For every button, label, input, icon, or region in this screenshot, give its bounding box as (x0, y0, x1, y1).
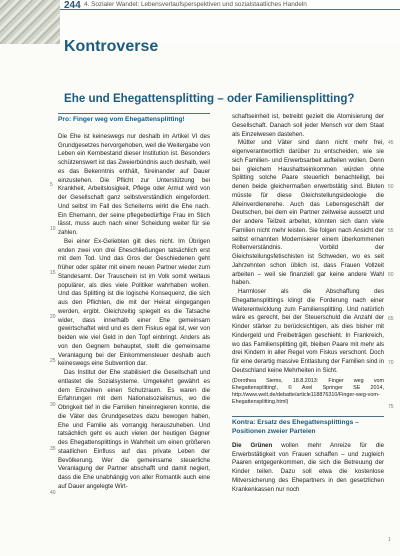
line-number: 45 (388, 140, 394, 146)
right-column (232, 113, 384, 494)
line-number: 1 (388, 537, 391, 543)
contra-heading (232, 419, 384, 437)
line-number: 50 (388, 184, 394, 190)
running-title: 4. Sozialer Wandel: Lebensverlaufsperspektiven und sozialstaatliches Handeln (84, 1, 307, 8)
pro-paragraph-5: Mütter und Väter sind dann nicht mehr frei, eigenverantwortlich darüber zu entscheiden, wie sie sich Familien- und Erwerbsarbeit aufteilen wollen. Denn bei gleichem Haushaltseinkommen würden ohne Splitting solche Paare steuerlich benachteiligt, bei denen beide gleichermaßen erwerbstätig sind. Bluten müsste für diese Gleichstellungsideologie die Alleinverdienerehe. Auch das Lebensgeschäft der Deutschen, bei dem ein Partner zeitweise aussetzt und der andere Teilzeit arbeitet, könnten sich dann viele Familien nicht mehr leisten. Sie folgen nach Ansicht der selbst ernannten Modernisierer einem überkommenen Rollenverständnis. Vorbild der Gleichstellungsfetischisten ist Schweden, wo es seit Jahrzehnten schon üblich ist, dass Frauen Vollzeit arbeiten – weil sie finanziell gar keine andere Wahl haben. (232, 139, 384, 287)
pro-paragraph-2: Bei einer Ex-Geliebten gilt dies nicht. Im Übrigen enden zwei von drei Eheschließungen tatsächlich erst mit dem Tod. Und das Gros der Geschiedenen geht früher oder später mit einem neuen Partner wieder zum Standesamt. Der Trauschein ist im Volk somit weitaus populärer, als dies viele Politiker wahrhaben wollen. Und das Splitting ist die logische Konsequenz, die sich aus den Pflichten, die mit der Heirat eingegangen werden, ergibt. Gleichzeitig spiegelt es die Tatsache wider, dass innerhalb einer Ehe gemeinsam gewirtschaftet wird und es dem Fiskus egal ist, wer von beiden wie viel Geld in den Topf einbringt. Anders als von den Gegnern behauptet, stellt die gemeinsame Veranlagung bei der Einkommensteuer deshalb auch keineswegs eine Subvention dar. (58, 237, 210, 368)
line-number: 55 (388, 228, 394, 234)
source-citation: (Dorothea Siems, 18.8.2013: Finger weg vom Ehegattensplitting!, © Axel Springer SE 2014, http://www.welt.de/debatte/article118876310/Finger-weg-vom-Ehegattensplitting.html) (232, 377, 384, 406)
pro-box-rule (58, 113, 210, 114)
page-number: 244 (64, 0, 81, 11)
pro-paragraph-6: Harmloser als die Abschaffung des Ehegattensplittings klingt die Forderung nach einer Weiterentwicklung zum Familiensplitting. Und natürlich wäre es gerecht, bei der Steuerschuld die Anzahl der Kinder stärker zu berücksichtigen, als dies bisher mit Kindergeld und Freibeträgen geschieht. In Frankreich, wo das Familiensplitting gilt, bleiben Paare mit mehr als drei Kindern in aller Regel vom Fiskus verschont. Doch für eine derartig massive Entlastung der Familien sind in Deutschland keine Mehrheiten in Sicht. (232, 288, 384, 374)
contra-heading-line-2: Positionen zweier Parteien (232, 428, 316, 436)
line-number: 10 (50, 226, 56, 232)
header-rule (60, 9, 400, 10)
line-number: 75 (388, 404, 394, 410)
line-number: 25 (50, 358, 56, 364)
line-number: 20 (50, 314, 56, 320)
contra-lead: Die Grünen (232, 441, 273, 449)
contra-heading-line-1: Kontra: Ersatz des Ehegattensplittings – (232, 419, 359, 427)
contra-paragraph (232, 442, 384, 495)
line-number: 35 (50, 446, 56, 452)
pro-paragraph-1: Die Ehe ist keineswegs nur deshalb im Artikel VI des Grundgesetzes hervorgehoben, weil die Weitergabe von Leben ein Kernbestand dieser Institution ist. Besonders schützenswert ist das Zweierbündnis auch deshalb, weil es das Bekenntnis enthält, füreinander auf Dauer einzustehen. Die Pflicht zur Unterstützung bei Krankheit, Arbeitslosigkeit, Pflege oder Armut wird von der Gesellschaft ganz selbstverständlich eingefordert. Und selbst im Fall des Scheiterns wirkt die Ehe nach. Ein Ehemann, der seine pflegebedürftige Frau im Stich lässt, muss auch nach einer Scheidung weiter für sie zahlen. (58, 132, 210, 236)
pro-paragraph-4: schaftseinheit ist, betreibt gezielt die Atomisierung der Gesellschaft. Danach soll jeder Mensch vor dem Staat als Einzelwesen dastehen. (232, 113, 384, 138)
page-subtitle: Ehe und Ehegattensplitting – oder Familiensplitting? (64, 92, 355, 105)
line-number: 40 (50, 490, 56, 496)
line-number: 70 (388, 360, 394, 366)
line-number: 15 (50, 270, 56, 276)
contra-box-rule (232, 416, 384, 417)
page-title: Kontroverse (64, 38, 159, 55)
line-number: 65 (388, 316, 394, 322)
line-number: 60 (388, 272, 394, 278)
header-photo (0, 0, 60, 44)
contra-text: wollen mehr Anreize für die Erwerbstätigkeit von Frauen schaffen – und zugleich Paaren entgegenkommen, die sich die Betreuung der Kinder teilen. Dazu soll etwa die kostenlose Mitversicherung des Ehepartners in den gesetzlichen Krankenkassen nur noch (232, 441, 384, 493)
pro-heading: Pro: Finger weg vom Ehegattensplitting! (58, 116, 185, 123)
left-column (58, 113, 210, 492)
line-number: 5 (50, 182, 53, 188)
line-number: 30 (50, 402, 56, 408)
pro-paragraph-3: Das Institut der Ehe stabilisiert die Gesellschaft und entlastet die Sozialsysteme. Umgekehrt gewährt es dem Einzelnen einen Schutzraum. Es waren die Erfahrungen mit dem Nationalsozialismus, wo die Obrigkeit tief in die Familien hineinregieren konnte, die die Väter des Grundgesetzes dazu bewogen haben, Ehe und Familie als vorrangig herauszuheben. Und tatsächlich geht es auch vielen der heutigen Gegner des Ehegattensplittings in Wahrheit um einen größeren staatlichen Einfluss auf das private Leben der Bevölkerung. Wer die gemeinsame steuerliche Veranlagung der Partner abschafft und damit negiert, dass die Ehe unabhängig von aller Romantik auch eine auf Dauer angelegte Wirt- (58, 369, 210, 490)
contra-box (232, 416, 384, 494)
